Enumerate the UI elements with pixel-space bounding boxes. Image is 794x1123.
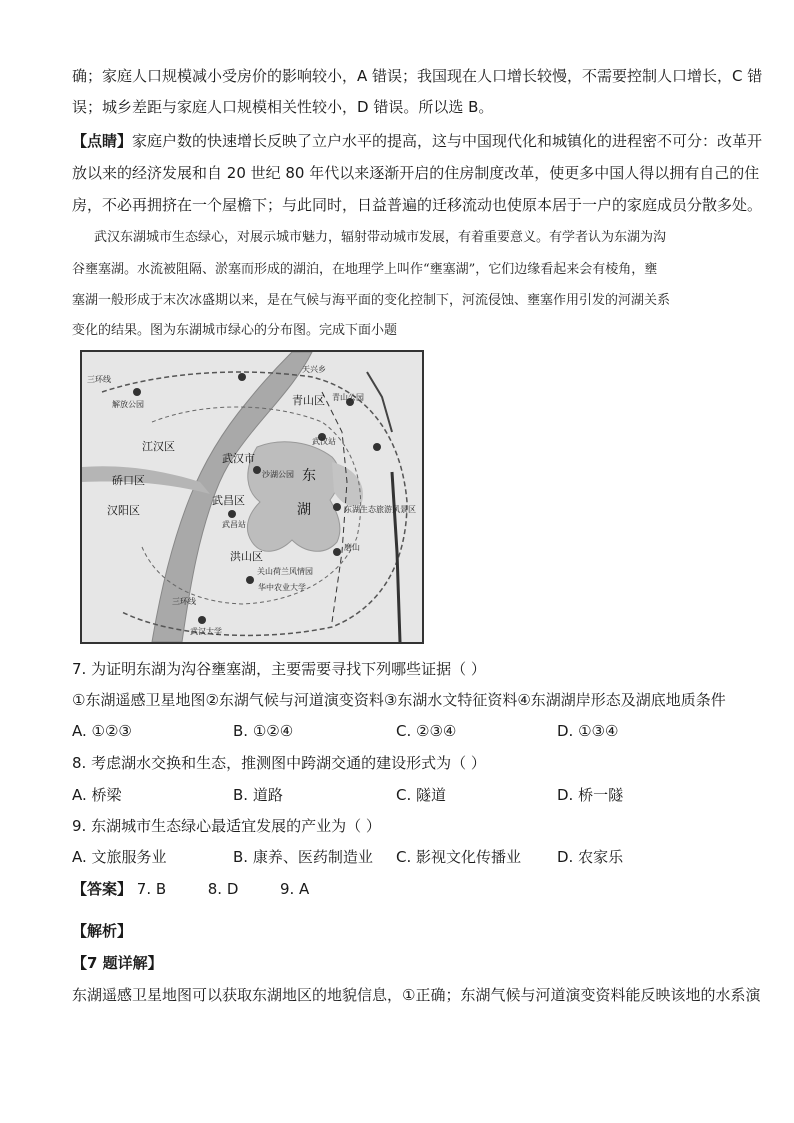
dianjing-line-1: [72, 131, 762, 151]
label-hongshan: 洪山区: [230, 550, 263, 563]
label-wuhan: 武汉市: [222, 452, 255, 465]
label-huanong: 华中农业大学: [258, 583, 306, 592]
q7-stem: 7. 为证明东湖为沟谷壅塞湖，主要需要寻找下列哪些证据（ ）: [72, 660, 486, 678]
q7-option-a[interactable]: A. ①②③: [72, 722, 132, 740]
q8-option-a[interactable]: A. 桥梁: [72, 786, 122, 804]
q9-option-b[interactable]: B. 康养、医药制造业: [233, 848, 373, 866]
q9-option-c[interactable]: C. 影视文化传播业: [396, 848, 522, 866]
q9-option-d[interactable]: D. 农家乐: [557, 848, 624, 866]
answer-8: 8. D: [207, 880, 239, 898]
label-qingshan-park: 青山公园: [332, 393, 364, 402]
q7-items: ①东湖遥感卫星地图②东湖气候与河道演变资料③东湖水文特征资料④东湖湖岸形态及湖底地质条件: [72, 691, 726, 709]
q8-option-b[interactable]: B. 道路: [233, 786, 283, 804]
answer-tag: 【答案】: [72, 880, 133, 898]
q8-option-c[interactable]: C. 隧道: [396, 786, 447, 804]
answer-7: 7. B: [136, 880, 167, 898]
label-wuchang: 武昌区: [212, 494, 245, 507]
passage-line-1: 武汉东湖城市生态绿心，对展示城市魅力，辐射带动城市发展，有着重要意义。有学者认为东湖为沟: [94, 230, 667, 245]
label-jiangan: 江汉区: [142, 440, 175, 453]
q7-option-b[interactable]: B. ①②④: [233, 722, 294, 740]
q9-option-a[interactable]: A. 文旅服务业: [72, 848, 167, 866]
analysis-tag: 【解析】: [72, 922, 133, 940]
label-donghu-scenic: 东湖生态旅游风景区: [344, 505, 416, 514]
label-wuchang-station: 武昌站: [222, 520, 246, 529]
label-wuhan-univ: 武汉大学: [190, 627, 222, 636]
label-hanyang: 汉阳区: [107, 504, 140, 517]
map-graphic: [82, 352, 422, 642]
label-jiefang-park: 解放公园: [112, 400, 144, 409]
answer-line: [72, 879, 309, 899]
q8-stem: 8. 考虑湖水交换和生态，推测图中跨湖交通的建设形式为（ ）: [72, 754, 486, 772]
answer-9: 9. A: [279, 880, 310, 898]
q7-detail-line-1: 东湖遥感卫星地图可以获取东湖地区的地貌信息，①正确；东湖气候与河道演变资料能反映该地的水系演: [72, 986, 761, 1004]
q7-option-c[interactable]: C. ②③④: [396, 722, 457, 740]
dianjing-tag: 【点睛】: [72, 132, 133, 150]
label-sanhuan-bottom: 三环线: [172, 597, 196, 606]
donghu-map: [80, 350, 424, 644]
label-wuhan-station: 武汉站: [312, 437, 336, 446]
label-east: 东: [302, 468, 316, 484]
q8-option-d[interactable]: D. 桥一隧: [557, 786, 624, 804]
dianjing-line-2: 放以来的经济发展和自 20 世纪 80 年代以来逐渐开启的住房制度改革，使更多中国人得以拥有自己的住: [72, 164, 760, 182]
label-lake: 湖: [297, 502, 311, 518]
label-sanhuan-top: 三环线: [87, 375, 111, 384]
q7-detail-tag: 【7 题详解】: [72, 954, 163, 972]
label-tianxing: 天兴乡: [302, 365, 326, 374]
dianjing-text-1: 家庭户数的快速增长反映了立户水平的提高，这与中国现代化和城镇化的进程密不可分：改革开: [132, 132, 763, 150]
q9-stem: 9. 东湖城市生态绿心最适宜发展的产业为（ ）: [72, 817, 381, 835]
label-moshan: 磨山: [344, 543, 360, 552]
label-qingshan: 青山区: [292, 394, 325, 407]
top-text-line-2: 误；城乡差距与家庭人口规模相关性较小，D 错误。所以选 B。: [72, 98, 494, 116]
passage-line-3: 塞湖一般形成于末次冰盛期以来，是在气候与海平面的变化控制下，河流侵蚀、壅塞作用引发的河湖关系: [72, 293, 671, 308]
passage-line-2: 谷壅塞湖。水流被阻隔、淤塞而形成的湖泊，在地理学上叫作“壅塞湖”，它们边缘看起来会有棱角，壅: [72, 262, 658, 277]
label-qiaokou: 硚口区: [112, 474, 145, 487]
label-guanshan: 关山荷兰风情园: [257, 567, 313, 576]
dianjing-line-3: 房，不必再拥挤在一个屋檐下；与此同时，日益普遍的迁移流动也使原本居于一户的家庭成员分散多处。: [72, 196, 763, 214]
passage-line-4: 变化的结果。图为东湖城市绿心的分布图。完成下面小题: [72, 323, 398, 338]
q7-option-d[interactable]: D. ①③④: [557, 722, 619, 740]
label-shahu: 沙湖公园: [262, 470, 294, 479]
top-text-line-1: 确；家庭人口规模减小受房价的影响较小，A 错误；我国现在人口增长较慢，不需要控制人口增长，C 错: [72, 67, 763, 85]
